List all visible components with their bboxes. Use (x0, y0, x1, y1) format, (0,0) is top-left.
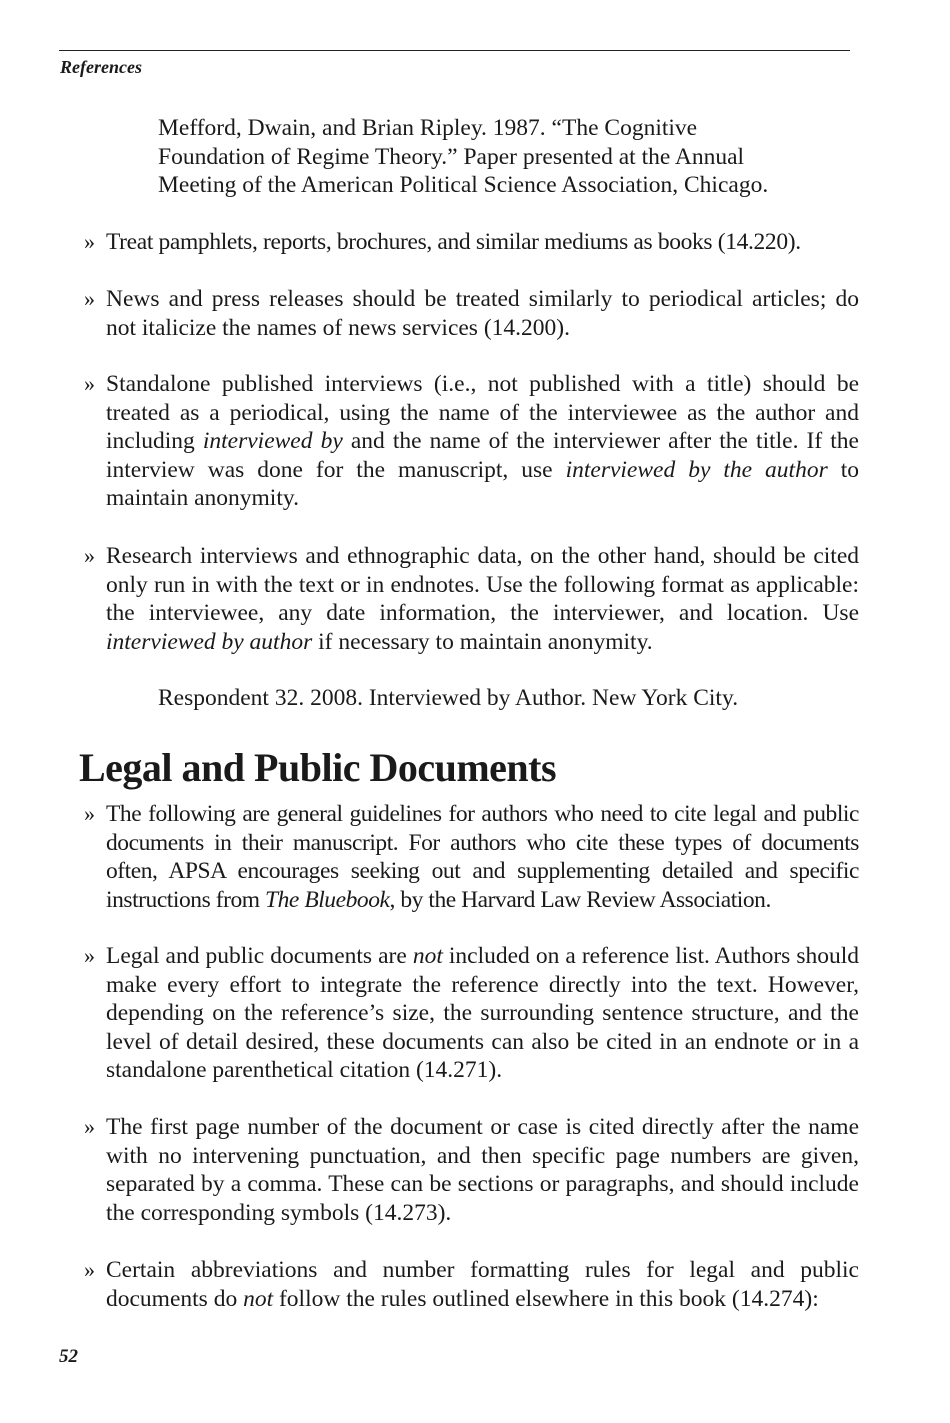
reference-line: Meeting of the American Political Science Association, Chicago. (158, 172, 769, 199)
bullet-text: Treat pamphlets, reports, brochures, and similar mediums as books (14.220). (106, 229, 801, 255)
reference-line: Foundation of Regime Theory.” Paper presented at the Annual (158, 143, 745, 170)
bullet-marker: » (84, 371, 95, 396)
bullet-page-numbers (79, 1113, 859, 1227)
bullet-standalone-interviews (79, 370, 859, 513)
bullet-pamphlets (79, 228, 859, 257)
bullet-not-on-reference-list (79, 942, 859, 1085)
bullet-press-releases (79, 285, 859, 342)
bullet-text: Certain abbreviations and number formatting rules for legal and public documents do not follow the rules outlined elsewhere in this book (14.274): (106, 1257, 859, 1312)
header-rule (59, 50, 850, 51)
bullet-text: The following are general guidelines for authors who need to cite legal and public documents in their manuscript. For authors who cite these types of documents often, APSA encourages seeking out and supplementing detailed and specific instructions from The Bluebook, by the Harvard Law Review Association. (106, 801, 859, 913)
bullet-marker: » (84, 543, 95, 568)
bullet-text: Research interviews and ethnographic data, on the other hand, should be cited only run in with the text or in endnotes. Use the following format as applicable: the interviewee, any date information, the interviewer, and location. Use interviewed by author if necessary to maintain anonymity. (106, 543, 859, 655)
bullet-marker: » (84, 229, 95, 254)
bullet-text: Standalone published interviews (i.e., not published with a title) should be treated as a periodical, using the name of the interviewee as the author and including interviewed by and the name of the interviewer after the title. If the interview was done for the manuscript, use interviewed by the author to maintain anonymity. (106, 371, 860, 512)
bullet-marker: » (84, 943, 95, 968)
bullet-text: News and press releases should be treated similarly to periodical articles; do not italicize the names of news services (14.200). (106, 286, 859, 341)
bullet-marker: » (84, 1257, 95, 1282)
bullet-abbreviations (79, 1256, 859, 1313)
reference-respondent: Respondent 32. 2008. Interviewed by Author. New York City. (158, 685, 739, 711)
reference-mefford (158, 114, 808, 200)
running-head: References (60, 57, 142, 77)
bullet-marker: » (84, 801, 95, 826)
bullet-text: The first page number of the document or case is cited directly after the name with no intervening punctuation, and then specific page numbers are given, separated by a comma. These can be sections or paragraphs, and should include the corresponding symbols (14.273). (106, 1114, 859, 1226)
bullet-legal-guidelines (79, 800, 859, 914)
section-heading: Legal and Public Documents (79, 745, 557, 790)
bullet-research-interviews (79, 542, 859, 656)
bullet-text: Legal and public documents are not included on a reference list. Authors should make every effort to integrate the reference directly into the text. However, depending on the reference’s size, the surrounding sentence structure, and the level of detail desired, these documents can also be cited in an endnote or in a standalone parenthetical citation (14.271). (106, 943, 860, 1084)
bullet-marker: » (84, 1114, 95, 1139)
bullet-marker: » (84, 286, 95, 311)
reference-line: Mefford, Dwain, and Brian Ripley. 1987. “The Cognitive (158, 115, 698, 141)
page-number: 52 (59, 1346, 78, 1367)
